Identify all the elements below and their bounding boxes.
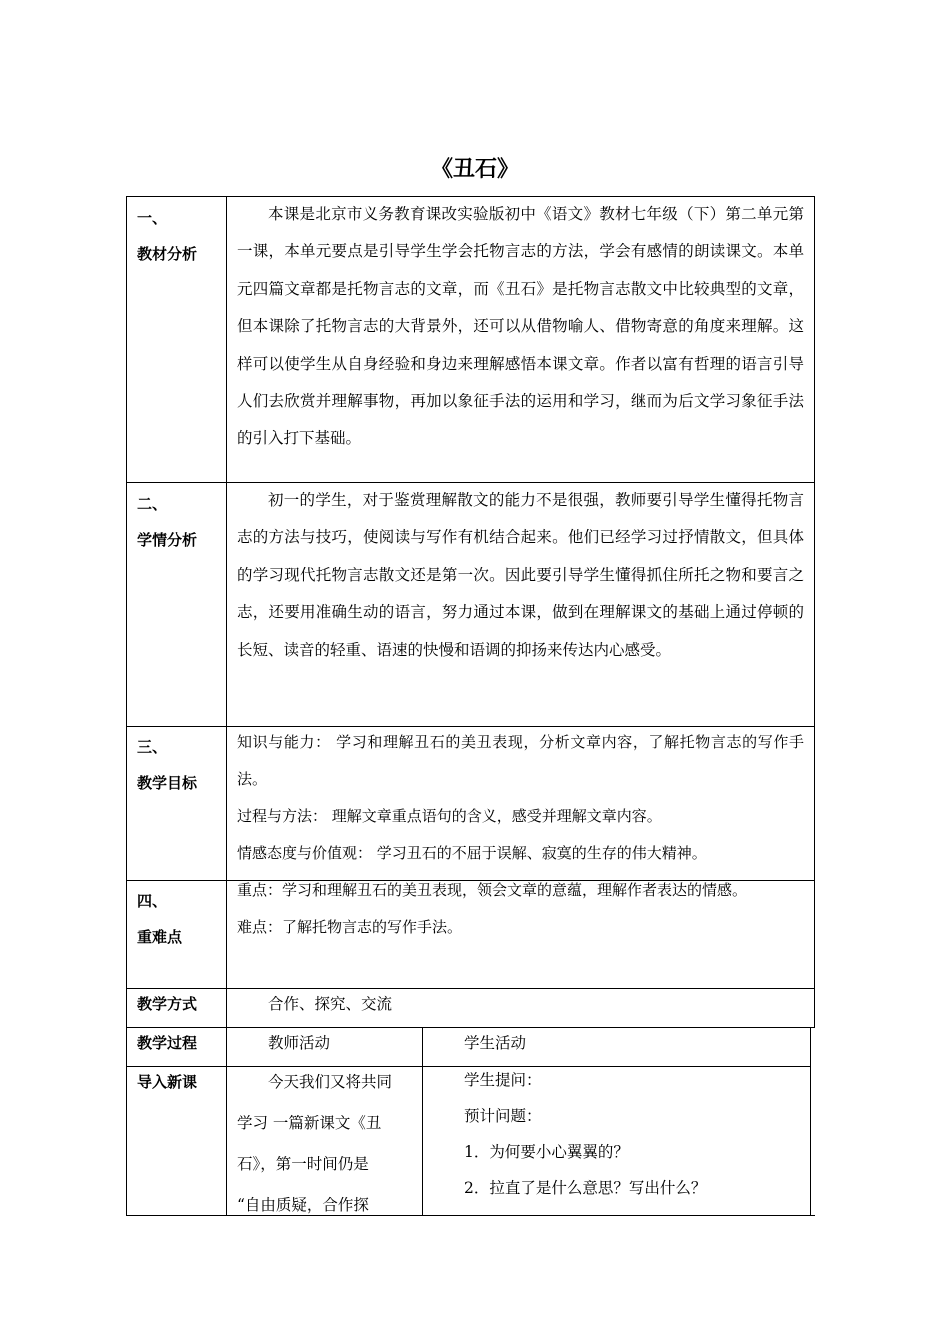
section-3-number: 三、 [137,738,168,756]
section-4-label [127,883,225,955]
difficult-point: 难点：了解托物言志的写作手法。 [237,918,463,936]
intro-label: 导入新课 [137,1073,198,1091]
goal-knowledge: 知识与能力： 学习和理解丑石的美丑表现，分析文章内容，了解托物言志的写作手法。 [237,733,804,788]
goal-attitude: 情感态度与价值观： 学习丑石的不屈于误解、寂寞的生存的伟大精神。 [237,844,707,862]
intro-teacher-line-1: 今天我们又将共同 [268,1073,393,1091]
intro-teacher-line-2: 学习 一篇新课文《丑 [237,1114,382,1132]
section-2-content [227,482,814,669]
section-2-text: 初一的学生，对于鉴赏理解散文的能力不是很强，教师要引导学生懂得托物言志的方法与技巧，使阅读与写作有机结合起来。他们已经学习过抒情散文，但具体的学习现代托物言志散文还是第一次。因此要引导学生懂得抓住所托之物和要言之志，还要用准确生动的语言，努力通过本课，做到在理解课文的基础上通过停顿的长短、读音的轻重、语速的快慢和语调的抑扬来传达内心感受。 [237,491,804,659]
method-label: 教学方式 [137,995,198,1013]
student-activity-label: 学生活动 [464,1034,527,1052]
section-3-label [127,729,225,801]
section-1-label [127,200,225,272]
intro-student-line-1: 学生提问： [464,1071,542,1089]
section-4-name: 重难点 [137,928,183,946]
goal-process: 过程与方法： 理解文章重点语句的含义，感受并理解文章内容。 [237,807,662,825]
section-1-number: 一、 [137,209,168,227]
key-point: 重点：学习和理解丑石的美丑表现，领会文章的意蕴，理解作者表达的情感。 [237,881,748,899]
teacher-activity-header [227,1028,422,1058]
section-3-name: 教学目标 [137,774,198,792]
intro-teacher-content [227,1062,422,1226]
method-content [227,989,814,1019]
teacher-activity-label: 教师活动 [268,1034,331,1052]
section-2-number: 二、 [137,495,168,513]
student-activity-header [423,1028,810,1058]
intro-student-line-3: 1．为何要小心翼翼的？ [464,1143,629,1161]
section-1-name: 教材分析 [137,245,198,263]
page-title: 《丑石》 [430,157,519,182]
method-text: 合作、探究、交流 [268,995,393,1013]
section-1-text: 本课是北京市义务教育课改实验版初中《语文》教材七年级（下）第二单元第一课，本单元要点是引导学生学会托物言志的方法，学会有感情的朗读课文。本单元四篇文章都是托物言志的文章，而《丑石》是托物言志散文中比较典型的文章，但本课除了托物言志的大背景外，还可以从借物喻人、借物寄意的角度来理解。这样可以使学生从自身经验和身边来理解感悟本课文章。作者以富有哲理的语言引导人们去欣赏并理解事物，再加以象征手法的运用和学习，继而为后文学习象征手法的引入打下基础。 [237,205,804,448]
process-label: 教学过程 [137,1034,198,1052]
section-4-number: 四、 [137,892,168,910]
intro-student-content [423,1062,810,1206]
intro-student-line-4: 2．拉直了是什么意思？写出什么？ [464,1179,707,1197]
section-1-content [227,196,814,458]
section-4-content [227,872,814,946]
intro-teacher-line-4: “自由质疑，合作探 [237,1196,369,1214]
section-2-label [127,486,225,558]
intro-teacher-line-3: 石》，第一时间仍是 [237,1155,369,1173]
intro-student-line-2: 预计问题： [464,1107,542,1125]
section-3-content [227,724,814,872]
section-2-name: 学情分析 [137,531,198,549]
